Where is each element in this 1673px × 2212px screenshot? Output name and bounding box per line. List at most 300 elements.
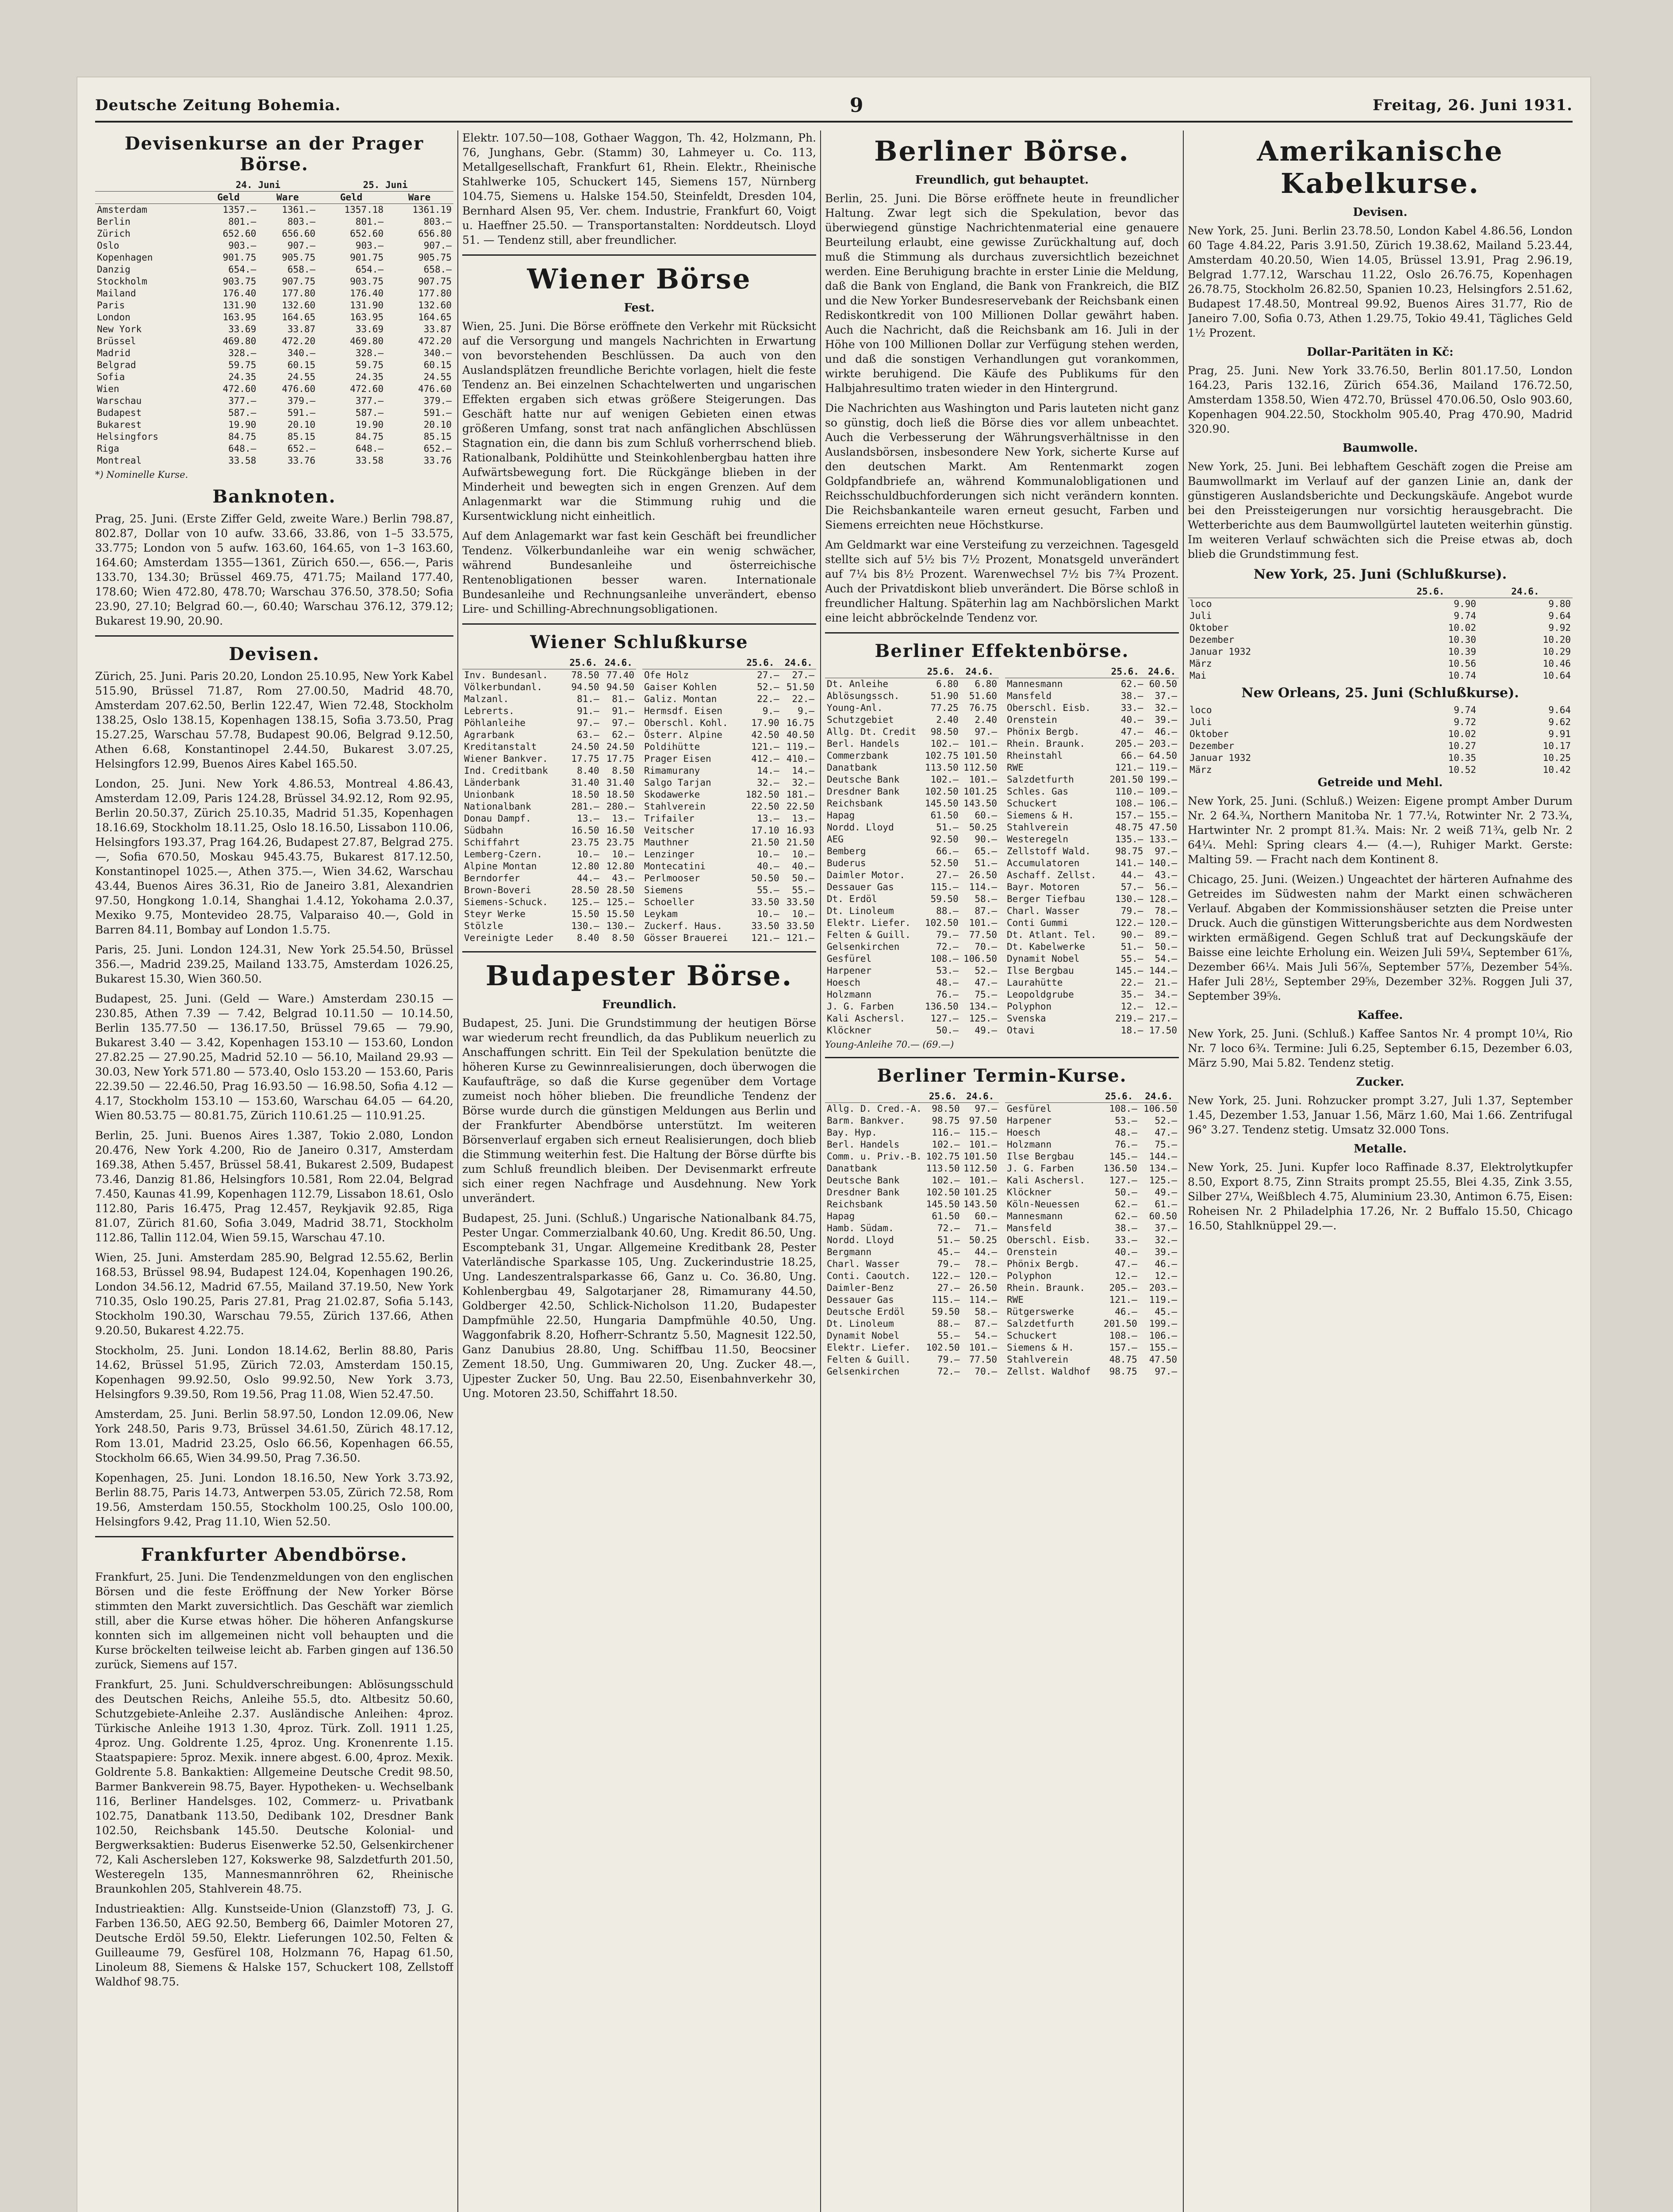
row-value: 127.— [1109, 1175, 1137, 1186]
row-value: 98.50 [932, 1103, 960, 1114]
row-value: 9.91 [1548, 729, 1571, 739]
row-value: 33.76 [423, 455, 452, 466]
row-value: 106.50 [1143, 1103, 1177, 1114]
row-label: Aschaff. Zellst. [1007, 870, 1097, 880]
row-label: Lemberg-Czern. [464, 849, 543, 860]
row-value: 78.— [1155, 906, 1177, 916]
row-value: 97.— [612, 718, 634, 728]
row-value: 652.60 [223, 228, 257, 239]
row-label: Zürich [97, 228, 130, 239]
row-value: 163.95 [350, 312, 384, 323]
row-label: Kali Aschersl. [827, 1013, 906, 1024]
row-value: 131.90 [223, 300, 257, 311]
row-label: Salzdetfurth [1007, 774, 1074, 785]
row-value: 33.76 [287, 455, 316, 466]
column-1 [95, 131, 453, 2212]
table-row [1005, 1282, 1179, 1294]
row-value: 102.50 [925, 786, 959, 797]
row-value: 144.— [1149, 1151, 1177, 1162]
effekten-tables [825, 666, 1179, 1037]
row-value: 17.50 [1149, 1025, 1177, 1036]
table-row [825, 1198, 999, 1210]
table-row [1005, 1270, 1179, 1282]
row-value: 94.50 [606, 682, 634, 692]
row-value: 46.— [1155, 1259, 1177, 1269]
budapest-heading: Budapester Börse. [485, 960, 793, 992]
row-value: 122.— [932, 1271, 960, 1281]
row-value: 14.— [792, 765, 814, 776]
row-label: Hamb. Südam. [827, 1223, 894, 1233]
row-value: 43.— [1155, 870, 1177, 880]
row-label: Rütgerswerke [1007, 1306, 1074, 1317]
row-value: 24.35 [355, 372, 384, 382]
paragraph: Auf dem Anlagemarkt war fast kein Geschäft bei freundlicher Tendenz. Völkerbundanleihe war ein wenig schwächer, während Bundesanleihe und österreichische Rentenobligationen besser waren. Internationale Bundesanleihe und Rechnungsanleihe unverändert, ebenso Lire- und Schilling-Abrechnungsobligationen. [462, 530, 816, 615]
row-value: 24.35 [228, 372, 257, 382]
row-value: 60.— [975, 1211, 997, 1221]
row-value: 51.— [1120, 941, 1143, 952]
table-row [1005, 690, 1179, 702]
row-value: 10.35 [1448, 753, 1476, 763]
row-value: 31.40 [606, 777, 634, 788]
table-row [1005, 881, 1179, 893]
row-value: 60.15 [287, 360, 316, 370]
row-value: 101.— [969, 918, 997, 928]
row-value: 39.— [1155, 714, 1177, 725]
row-value: 49.— [1155, 1187, 1177, 1198]
row-label: Berger Tiefbau [1007, 894, 1086, 904]
table-row [1005, 1306, 1179, 1318]
row-value: 18.50 [571, 789, 599, 800]
row-value: 143.50 [963, 1199, 997, 1210]
ny-baumwolle-table [1188, 586, 1573, 682]
row-label: Orenstein [1007, 1247, 1057, 1257]
table-row [95, 395, 453, 407]
row-label: Leykam [644, 909, 678, 919]
row-label: Deutsche Bank [827, 1175, 900, 1186]
row-label: Daimler-Benz [827, 1283, 894, 1293]
row-value: 164.65 [418, 312, 452, 323]
row-label: Paris [97, 300, 125, 311]
row-value: 10.— [577, 849, 599, 860]
row-value: 60.15 [423, 360, 452, 370]
row-label: Allg. Dt. Credit [827, 726, 917, 737]
row-value: 13.— [612, 813, 634, 824]
table-row [642, 777, 816, 789]
table-row [1005, 702, 1179, 714]
row-value: 1357.18 [344, 204, 384, 215]
paragraph: Frankfurt, 25. Juni. Die Tendenzmeldungen von den englischen Börsen und die feste Eröffnung der New Yorker Börse stimmten den Markt zuversichtlich. Das Geschäft war ziemlich still, aber die Kurse etwas höher. Die höheren Anfangskurse konnten sich im allgemeinen nicht voll behaupten und die Kurse bröckelten teilweise leicht ab. Farben gingen auf 136.50 zurück, Siemens auf 157. [95, 1571, 453, 1671]
row-value: 469.80 [350, 336, 384, 346]
row-value: 136.50 [1103, 1163, 1137, 1174]
table-row [95, 371, 453, 383]
row-value: 77.50 [969, 1354, 997, 1365]
row-value: 377.— [355, 396, 384, 406]
paragraph: Frankfurt, 25. Juni. Schuldverschreibungen: Ablösungsschuld des Deutschen Reichs, Anleihe 55.5, dto. Altbesitz 50.60, Schutzgebiete-Anleihe 2.37. Ausländische Anleihen: 4proz. Türkische Anleihe 1913 1.30, 4proz. Türk. Zoll. 1911 1.25, 4proz. Ung. Goldrente 1.25, 4proz. Ung. Kronenrente 1.15. Staatspapiere: 5proz. Mexik. innere abgest. 6.00, 4proz. Mexik. Goldrente 5.8. Bankaktien: Allgemeine Deutsche Credit 98.50, Barmer Bankverein 98.75, Bayer. Hypotheken- u. Wechselbank 116, Berliner Handelsges. 102, Commerz- u. Privatbank 102.75, Danatbank 113.50, Dedibank 102, Dresdner Bank 102.50, Reichsbank 145.50. Deutsche Kolonial- und Bergwerksaktien: Buderus Eisenwerke 52.50, Gelsenkirchener 72, Kali Aschersleben 127, Kokswerke 98, Salzdetfurth 201.50, Westeregeln 135, Mannesmannröhren 62, Rheinische Braunkohlen 205, Stahlverein 48.75. [95, 1678, 453, 1895]
row-value: 177.80 [418, 288, 452, 299]
row-value: 42.50 [751, 730, 779, 740]
row-value: 58.— [975, 1306, 997, 1317]
row-value: 24.55 [423, 372, 452, 382]
paragraph: Wien, 25. Juni. Amsterdam 285.90, Belgrad 12.55.62, Berlin 168.53, Brüssel 98.94, Budapest 124.04, Kopenhagen 190.26, London 34.56.12, Madrid 67.55, Mailand 37.19.50, New York 710.35, Oslo 190.25, Paris 27.81, Prag 21.02.87, Sofia 5.143, Stockholm 190.30, Warschau 79.55, Zürich 137.66, Athen 9.20.50, Bukarest 4.22.75. [95, 1251, 453, 1337]
table-row [825, 1222, 999, 1234]
row-value: 903.— [228, 240, 257, 251]
row-value: 903.75 [350, 276, 384, 287]
row-value: 40.— [792, 861, 814, 872]
row-value: 12.— [1120, 1001, 1143, 1012]
row-label: Gesfürel [1007, 1103, 1052, 1114]
row-label: Danzig [97, 264, 130, 275]
table-row [1005, 798, 1179, 810]
section-rule [825, 632, 1179, 634]
row-label: Phönix Bergb. [1007, 726, 1080, 737]
table-row [1188, 670, 1573, 682]
row-value: 51.— [937, 1235, 960, 1245]
row-value: 101.50 [963, 1151, 997, 1162]
row-label: Orenstein [1007, 714, 1057, 725]
row-value: 176.40 [223, 288, 257, 299]
row-label: Harpener [827, 965, 872, 976]
orleans-table [1188, 704, 1573, 776]
row-label: Reichsbank [827, 1199, 883, 1210]
table-row [825, 1246, 999, 1258]
row-value: 132.60 [418, 300, 452, 311]
table-row [1188, 634, 1573, 646]
table-row [1188, 610, 1573, 622]
table-header-cell: 24.6. [1139, 1091, 1179, 1103]
row-label: Holzmann [1007, 1139, 1052, 1150]
row-value: 50.50 [751, 873, 779, 883]
row-label: Bayr. Motoren [1007, 882, 1080, 892]
row-value: 16.50 [606, 825, 634, 836]
row-value: 71.— [975, 1223, 997, 1233]
table-row [1005, 1210, 1179, 1222]
row-label: Dynamit Nobel [827, 1330, 900, 1341]
row-value: 203.— [1149, 738, 1177, 749]
row-value: 45.— [937, 1247, 960, 1257]
row-value: 6.80 [975, 679, 997, 689]
paragraph: Die Nachrichten aus Washington und Paris lauteten nicht ganz so günstig, doch ließ die Börse dies vor allem unbeachtet. Auch die Verbesserung der Währungsverhältnisse in den Auslandsbörsen, insbesondere New York, sicherte Kurse auf den deutschen Markt. Am Rentenmarkt zogen Goldpfandbriefe an, während Kommunalobligationen und Reichsschuldbuchforderungen sich nicht verändern konnten. Die Reichsbankanteile waren erneut gesucht, Farben und Siemens erreichten neue Höchstkurse. [825, 402, 1179, 531]
row-value: 14.— [757, 765, 779, 776]
row-value: 9.62 [1548, 717, 1571, 727]
table-row [95, 204, 453, 216]
effekten-heading: Berliner Effektenbörse. [875, 641, 1129, 661]
row-value: 10.25 [1543, 753, 1571, 763]
row-label: Ilse Bergbau [1007, 1151, 1074, 1162]
table-row [95, 335, 453, 347]
row-value: 199.— [1149, 774, 1177, 785]
row-label: Ofe Holz [644, 670, 689, 680]
wien-schluss-heading: Wiener Schlußkurse [530, 632, 748, 653]
row-value: 121.— [1109, 1294, 1137, 1305]
table-row [825, 1013, 999, 1025]
column-3 [825, 131, 1179, 2212]
row-value: 33.50 [786, 897, 814, 907]
row-value: 108.— [930, 953, 959, 964]
row-value: 17.10 [751, 825, 779, 836]
row-label: Brüssel [97, 336, 136, 346]
zucker-text: New York, 25. Juni. Rohzucker prompt 3.27, Juli 1.37, September 1.45, Dezember 1.53, Januar 1.56, März 1.60, Mai 1.66. Zentrifugal 96° 3.27. Tendenz stetig. Umsatz 32.000 Tons. [1188, 1094, 1573, 1136]
row-value: 61.50 [930, 810, 959, 821]
row-label: Juli [1190, 717, 1212, 727]
table-row [825, 1306, 999, 1318]
row-value: 648.— [355, 443, 384, 454]
ny-baumwolle-rows [1188, 598, 1573, 682]
row-label: Buderus [827, 858, 866, 868]
prague-devisen-heading: Devisenkurse an der Prager Börse. [124, 133, 424, 175]
row-label: Unionbank [464, 789, 514, 800]
table-row [825, 1025, 999, 1037]
table-row [642, 753, 816, 765]
wien-schluss-table-left [462, 657, 636, 944]
row-value: 903.75 [223, 276, 257, 287]
table-row [462, 825, 636, 837]
row-label: Schuckert [1007, 1330, 1057, 1341]
row-label: Mannesmann [1007, 679, 1063, 689]
wien-schluss-tables [462, 657, 816, 944]
row-value: 50.25 [969, 1235, 997, 1245]
row-value: 648.— [228, 443, 257, 454]
row-value: 182.50 [745, 789, 779, 800]
row-value: 51.— [975, 858, 997, 868]
table-row [1005, 1342, 1179, 1354]
table-row [1005, 1198, 1179, 1210]
row-value: 9.74 [1454, 611, 1476, 621]
row-label: Mauthner [644, 837, 689, 848]
getreide-text: New York, 25. Juni. (Schluß.) Weizen: Eigene prompt Amber Durum Nr. 2 64.¾, Northern Manitoba Nr. 1 77.¼, Rotwinter Nr. 2 73.¾, Hartwinter Nr. 2 prompt 81.¾. Mais: Nr. 2 weiß 71¾, gelb Nr. 2 64¼. Mehl: Spring clears 4.— (4.—), Ruhiger Markt. Gerste: Malting 59. — Fracht nach dem Kontinent 8. [1188, 795, 1573, 866]
row-label: Pöhlanleihe [464, 718, 526, 728]
table-row [1005, 1163, 1179, 1175]
berliner-boerse-subheading: Freundlich, gut behauptet. [915, 173, 1089, 187]
row-value: 33.87 [287, 324, 316, 334]
row-value: 101.50 [963, 750, 997, 761]
row-label: New York [97, 324, 142, 334]
row-label: Laurahütte [1007, 977, 1063, 988]
row-value: 55.— [757, 885, 779, 895]
row-value: 132.60 [282, 300, 316, 311]
table-row [462, 705, 636, 717]
row-value: 78.50 [571, 670, 599, 680]
row-label: Hoesch [1007, 1127, 1040, 1138]
row-value: 44.— [1120, 870, 1143, 880]
row-value: 98.50 [930, 726, 959, 737]
row-value: 37.— [1155, 1223, 1177, 1233]
row-value: 22.— [1120, 977, 1143, 988]
row-label: Südbahn [464, 825, 503, 836]
table-row [825, 1001, 999, 1013]
row-value: 656.60 [282, 228, 316, 239]
table-row [642, 801, 816, 813]
row-label: Zuckerf. Haus. [644, 921, 723, 931]
effekten-table-right [1005, 666, 1179, 1037]
row-label: Dt. Atlant. Tel. [1007, 929, 1097, 940]
table-row [825, 690, 999, 702]
row-value: 91.— [612, 706, 634, 716]
row-label: Mai [1190, 670, 1206, 681]
row-label: Brown-Boveri [464, 885, 531, 895]
row-value: 120.— [1149, 918, 1177, 928]
table-row [462, 717, 636, 729]
row-value: 9.92 [1548, 622, 1571, 633]
row-value: 587.— [228, 407, 257, 418]
row-value: 98.75 [932, 1115, 960, 1126]
row-label: Schles. Gas [1007, 786, 1069, 797]
table-row [825, 738, 999, 750]
paragraph: Berlin, 25. Juni. Die Börse eröffnete heute in freundlicher Haltung. Zwar legt sich die Spekulation, bevor das überwiegend günstige Nachrichtenmaterial eine genauere Beurteilung erlaubt, eine gewisse Zurückhaltung auf, doch muß die Stimmung als durchaus zuversichtlich bezeichnet werden. Eine Beruhigung brachte in erster Linie die Meldung, daß die Bank von England, die Bank von Frankreich, die BIZ und die New Yorker Bundesreservebank der Reichsbank einen Rediskontkredit von 100 Millionen Dollar gewährt haben. Auch die Nachricht, daß die Reichsbank am 16. Juli in der Höhe von 100 Millionen Dollar zur Verfügung stehen werden, und daß die sonstigen Verhandlungen gut vorankommen, wirkte beruhigend. Die Käufe des Publikums für den Halbjahresultimo traten wieder in den Hintergrund. [825, 192, 1179, 395]
row-value: 22.— [792, 694, 814, 704]
table-row [825, 1234, 999, 1246]
row-value: 47.— [975, 977, 997, 988]
table-row [825, 989, 999, 1001]
paragraph: Budapest, 25. Juni. (Geld — Ware.) Amsterdam 230.15 — 230.85, Athen 7.39 — 7.42, Belgrad 10.11.50 — 10.14.50, Berlin 135.77.50 — 136.17.50, Brüssel 79.65 — 79.90, Bukarest 3.40 — 3.42, Kopenhagen 153.10 — 153.60, London 27.82.25 — 27.90.25, Madrid 52.10 — 56.10, Mailand 29.93 — 30.03, New York 571.80 — 573.40, Oslo 153.20 — 153.60, Paris 22.39.50 — 22.46.50, Prag 16.93.50 — 16.98.50, Sofia 4.12 — 4.17, Stockholm 153.10 — 153.60, Warschau 64.05 — 64.20, Wien 80.53.75 — 80.81.75, Zürich 110.61.25 — 110.91.25. [95, 992, 453, 1122]
row-value: 125.— [606, 897, 634, 907]
row-value: 410.— [786, 753, 814, 764]
table-header-cell: 24.6. [781, 657, 816, 669]
row-label: Kreditanstalt [464, 741, 537, 752]
row-label: Danatbank [827, 1163, 877, 1174]
table-row [1188, 622, 1573, 634]
row-value: 801.— [228, 216, 257, 227]
row-value: 21.50 [786, 837, 814, 848]
row-value: 176.40 [350, 288, 384, 299]
row-value: 656.80 [418, 228, 452, 239]
row-label: Reichsbank [827, 798, 883, 809]
row-label: Rheinstahl [1007, 750, 1063, 761]
row-value: 10.— [757, 849, 779, 860]
table-header-cell [95, 192, 199, 204]
row-value: 77.40 [606, 670, 634, 680]
row-label: Trifailer [644, 813, 695, 824]
prague-devisen-table [95, 179, 453, 467]
row-value: 10.27 [1448, 741, 1476, 751]
row-label: Stahlverein [1007, 822, 1069, 833]
row-value: 102.50 [925, 918, 959, 928]
row-value: 587.— [355, 407, 384, 418]
row-value: 901.75 [350, 252, 384, 263]
table-row [1188, 658, 1573, 670]
table-row [825, 845, 999, 857]
row-value: 10.— [792, 849, 814, 860]
row-label: Ablösungssch. [827, 691, 900, 701]
row-value: 10.56 [1448, 658, 1476, 669]
table-header-cell [825, 1091, 924, 1103]
row-value: 102.— [932, 1139, 960, 1150]
row-value: 47.— [1155, 1127, 1177, 1138]
table-row [825, 833, 999, 845]
footnote: *) Nominelle Kurse. [95, 469, 188, 480]
row-value: 114.— [969, 1294, 997, 1305]
row-label: Berndorfer [464, 873, 520, 883]
row-value: 59.50 [930, 894, 959, 904]
table-row [642, 896, 816, 908]
row-value: 55.— [1120, 953, 1143, 964]
table-row [642, 860, 816, 872]
row-value: 39.— [1155, 1247, 1177, 1257]
row-value: 97.— [1155, 846, 1177, 856]
row-value: 201.50 [1109, 774, 1143, 785]
table-header-cell: Geld [199, 192, 258, 204]
row-value: 140.— [1149, 858, 1177, 868]
table-row [825, 1187, 999, 1198]
paragraph: Berlin, 25. Juni. Buenos Aires 1.387, Tokio 2.080, London 20.476, New York 4.200, Rio de Janeiro 0.317, Amsterdam 169.38, Athen 5.457, Brüssel 58.41, Bukarest 2.509, Budapest 73.46, Danzig 81.86, Helsingfors 10.581, Rom 22.04, Belgrad 7.450, Kaunas 41.99, Kopenhagen 112.79, Lissabon 18.61, Oslo 112.80, Paris 16.475, Prag 12.457, Reykjavik 92.85, Riga 81.07, Zürich 81.60, Sofia 3.049, Madrid 38.71, Stockholm 112.86, Tallin 112.04, Wien 59.15, Warschau 47.10. [95, 1129, 453, 1244]
row-label: Gesfürel [827, 953, 872, 964]
row-label: Dt. Erdöl [827, 894, 877, 904]
table-row [642, 825, 816, 837]
row-value: 61.— [1155, 1199, 1177, 1210]
row-label: Wien [97, 384, 119, 394]
table-row [825, 1354, 999, 1366]
row-value: 84.75 [228, 431, 257, 442]
section-rule [95, 635, 453, 637]
row-label: Nordd. Lloyd [827, 822, 894, 833]
row-value: 114.— [969, 882, 997, 892]
row-value: 801.— [355, 216, 384, 227]
row-value: 122.— [1115, 918, 1143, 928]
row-value: 163.95 [223, 312, 257, 323]
wien-schluss-rows [462, 669, 636, 945]
table-row [1188, 646, 1573, 658]
row-value: 97.— [975, 726, 997, 737]
row-value: 9.— [762, 706, 779, 716]
row-value: 102.— [930, 774, 959, 785]
row-value: 102.— [930, 738, 959, 749]
row-value: 27.— [936, 870, 959, 880]
table-row [462, 789, 636, 801]
row-value: 49.— [975, 1025, 997, 1036]
row-label: Gösser Brauerei [644, 933, 728, 943]
table-row [462, 813, 636, 825]
orleans-rows [1188, 704, 1573, 776]
row-value: 52.— [757, 682, 779, 692]
row-value: 38.— [1120, 691, 1143, 701]
table-row [642, 872, 816, 884]
table-row [462, 920, 636, 932]
row-value: 115.— [969, 1127, 997, 1138]
row-label: Perlmooser [644, 873, 700, 883]
table-row [95, 228, 453, 240]
row-value: 62.— [1115, 1199, 1137, 1210]
row-label: Montreal [97, 455, 142, 466]
paritaet-text: Prag, 25. Juni. New York 33.76.50, Berlin 801.17.50, London 164.23, Paris 132.16, Zürich 654.36, Mailand 176.72.50, Amsterdam 1358.50, Wien 472.70, Brüssel 470.06.50, Oslo 903.60, Kopenhagen 904.22.50, Stockholm 905.40, Prag 470.90, Madrid 320.90. [1188, 364, 1573, 435]
row-value: 115.— [932, 1294, 960, 1305]
row-value: 145.— [1115, 965, 1143, 976]
row-value: 16.93 [786, 825, 814, 836]
row-value: 40.— [757, 861, 779, 872]
row-label: Österr. Alpine [644, 730, 723, 740]
row-value: 112.50 [963, 1163, 997, 1174]
devisen-heading: Devisen. [229, 644, 320, 664]
table-row [825, 1318, 999, 1330]
row-value: 127.— [930, 1013, 959, 1024]
row-value: 102.50 [926, 1342, 960, 1353]
row-value: 32.— [792, 777, 814, 788]
row-value: 47.— [1120, 726, 1143, 737]
row-label: loco [1190, 599, 1212, 609]
paragraph: Am Geldmarkt war eine Versteifung zu verzeichnen. Tagesgeld stellte sich auf 5½ bis 7½ Prozent, Monatsgeld unverändert auf 7¼ bis 8½ Prozent. Warenwechsel 7½ bis 7¾ Prozent. Auch der Privatdiskont blieb unverändert. Die Börse schloß in freundlicher Haltung. Späterhin lag am Nachbörslichen Markt eine leicht abbröckelnde Tendenz vor. [825, 538, 1179, 624]
table-row [825, 881, 999, 893]
row-label: Montecatini [644, 861, 706, 872]
row-value: 47.50 [1149, 1354, 1177, 1365]
table-row [642, 681, 816, 693]
paragraph: Budapest, 25. Juni. Die Grundstimmung der heutigen Börse war wiederum recht freundlich, da das Publikum neuerlich zu Anschaffungen schritt. Ein Teil der Spekulation benützte die höheren Kurse zu Gewinnrealisierungen, doch überwogen die Kaufaufträge, so daß die Kurse gegenüber dem Vortage zumeist noch höher blieben. Die freundliche Tendenz der Börse wurde durch die günstigen Meldungen aus Berlin und der Frankfurter Abendbörse unterstützt. Im weiteren Börsenverlauf ergaben sich erneut Realisierungen, doch blieb die Stimmung weiterhin fest. Die Haltung der Börse dürfte bis zum Schluß freundlich bleiben. Der Devisenmarkt erfreute sich einer regen Nachfrage und Ausdehnung. New York unverändert. [462, 1017, 816, 1205]
chicago-text: Chicago, 25. Juni. (Weizen.) Ungeachtet der härteren Aufnahme des Getreides im Südwesten nahm der Markt einen schwächeren Verlauf. Abgaben der Kommissionshäuser setzten die Preise unter Druck. Auch die günstigen Witterungsberichte aus dem Nordwesten wirkten ermäßigend. Gegen Schluß trat auf Deckungskäufe der Baisse eine leichte Erholung ein. Weizen Juli 59¼, September 61⅞, Dezember 66¼. Mais Juli 56⅞, September 57⅞, Dezember 54⅝. Hafer Juli 28½, September 29⅝, Dezember 32⅜. Roggen Juli 37, September 39⅝. [1188, 873, 1573, 1002]
effekten-table-left [825, 666, 999, 1037]
metalle-text: New York, 25. Juni. Kupfer loco Raffinade 8.37, Elektrolytkupfer 8.50, Export 8.75, Zinn Straits prompt 25.55, Blei 4.35, Zink 3.55, Silber 27¼, Weißblech 4.75, Aluminium 23.30, Antimon 6.75, Eisen: Roheisen Nr. 2 Philadelphia 17.26, Nr. 2 Buffalo 15.50, Chicago 16.50, Stahlknüppel 29.—. [1188, 1161, 1573, 1232]
row-label: Nationalbank [464, 801, 531, 812]
row-value: 40.— [1120, 714, 1143, 725]
row-label: Allg. D. Cred.-A. [827, 1103, 922, 1114]
row-value: 51.60 [969, 691, 997, 701]
table-row [825, 798, 999, 810]
